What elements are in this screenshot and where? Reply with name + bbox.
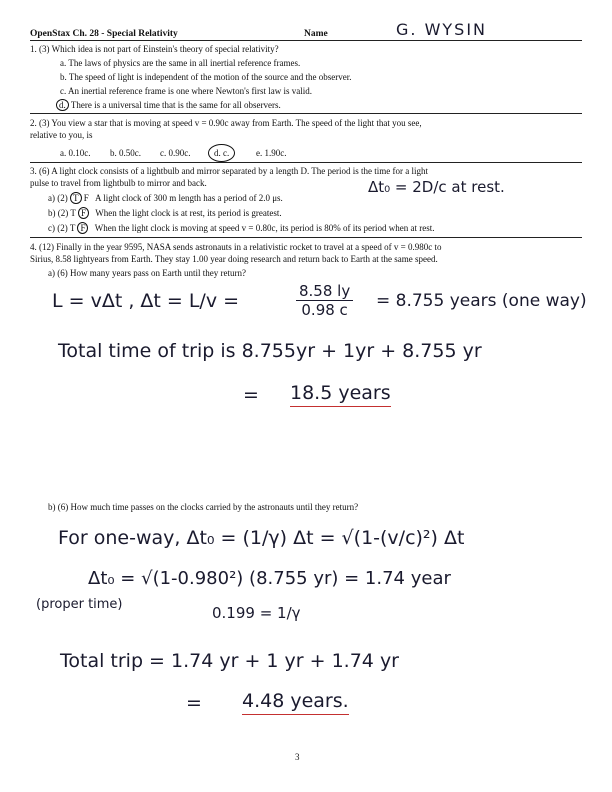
page-number: 3 [295, 752, 300, 762]
q2-option-e: e. 1.90c. [256, 148, 287, 158]
q4b-work-line2: Δt₀ = √(1-0.980²) (8.755 yr) = 1.74 year [88, 568, 451, 589]
q2-option-c: c. 0.90c. [160, 148, 191, 158]
q3c-circled-false: F [77, 222, 88, 234]
name-label: Name [304, 29, 328, 39]
q2-rule [30, 162, 582, 163]
q2-stem-line1: 2. (3) You view a star that is moving at speed v = 0.90c away from Earth. The speed of the light that you see, [30, 118, 422, 128]
q1-option-d [56, 100, 281, 110]
q3c-label: c) (2) [48, 223, 68, 233]
q4a-fraction-denominator: 0.98 c [301, 301, 348, 319]
q3-part-c [48, 223, 434, 233]
q1-circled-answer: d. [56, 99, 69, 111]
q3c-text: When the light clock is moving at speed v = 0.80c, its period is 80% of its period when at rest. [94, 223, 435, 233]
q3b-text: When the light clock is at rest, its period is greatest. [95, 208, 282, 218]
q3-part-b [48, 208, 282, 218]
header-rule [30, 40, 582, 41]
q3-part-a [48, 193, 283, 203]
q3b-label: b) (2) [48, 208, 69, 218]
q1-option-d-text: There is a universal time that is the same for all observers. [70, 100, 281, 110]
q4a-fraction-numerator: 8.58 ly [296, 282, 353, 301]
q3b-circled-false: F [78, 207, 89, 219]
q1-option-c: c. An inertial reference frame is one where Newton's first law is valid. [60, 86, 313, 96]
q3-stem-line1: 3. (6) A light clock consists of a lightbulb and mirror separated by a length D. The period is the time for a light [30, 166, 428, 176]
q2-option-b: b. 0.50c. [110, 148, 141, 158]
q4a-question: a) (6) How many years pass on Earth until they return? [48, 268, 246, 278]
q4a-equals: = [243, 384, 259, 406]
q3-stem-line2: pulse to travel from lightbulb to mirror and back. [30, 178, 207, 188]
q4b-final-answer: 4.48 years. [242, 690, 349, 715]
q4a-work-line1: L = vΔt , Δt = L/v = [52, 290, 240, 312]
q4b-proper-time-label: (proper time) [36, 597, 123, 612]
q3c-true: T [69, 223, 76, 233]
q4a-fraction [296, 282, 353, 319]
q4a-work-line2: Total time of trip is 8.755yr + 1yr + 8.755 yr [58, 340, 482, 362]
q4b-question: b) (6) How much time passes on the clocks carried by the astronauts until they return? [48, 502, 359, 512]
q1-rule [30, 113, 582, 114]
q4b-equals: = [186, 692, 202, 714]
q3a-circled-true: T [70, 192, 82, 204]
student-name: G. WYSIN [396, 20, 488, 39]
q4b-gamma-value: 0.199 = 1/γ [212, 604, 301, 622]
q1-stem: 1. (3) Which idea is not part of Einstein's theory of special relativity? [30, 44, 279, 54]
q3a-false: F [83, 193, 89, 203]
q4a-work-line1-result: = 8.755 years (one way) [376, 291, 587, 311]
q3b-true: T [70, 208, 76, 218]
q4-stem-line2: Sirius, 8.58 lightyears from Earth. They stay 1.00 year doing research and return back to Earth at the same speed. [30, 254, 438, 264]
q4b-work-line1: For one-way, Δt₀ = (1/γ) Δt = √(1-(v/c)²) Δt [58, 527, 465, 549]
q2-circled-answer: d. c. [208, 144, 235, 162]
q3a-label: a) (2) [48, 193, 68, 203]
q1-option-b: b. The speed of light is independent of the motion of the source and the observer. [60, 72, 352, 82]
q4-stem-line1: 4. (12) Finally in the year 9595, NASA sends astronauts in a relativistic rocket to travel at a speed of v = 0.980c to [30, 242, 442, 252]
q2-stem-line2: relative to you, is [30, 130, 93, 140]
q2-option-a: a. 0.10c. [60, 148, 91, 158]
q3-rule [30, 237, 582, 238]
q3-handwritten-note: Δt₀ = 2D/c at rest. [368, 178, 505, 196]
q4b-work-line3: Total trip = 1.74 yr + 1 yr + 1.74 yr [60, 650, 399, 672]
worksheet-title: OpenStax Ch. 28 - Special Relativity [30, 29, 178, 39]
q4a-final-answer: 18.5 years [290, 382, 391, 407]
q1-option-a: a. The laws of physics are the same in all inertial reference frames. [60, 58, 301, 68]
q3a-text: A light clock of 300 m length has a period of 2.0 μs. [95, 193, 283, 203]
